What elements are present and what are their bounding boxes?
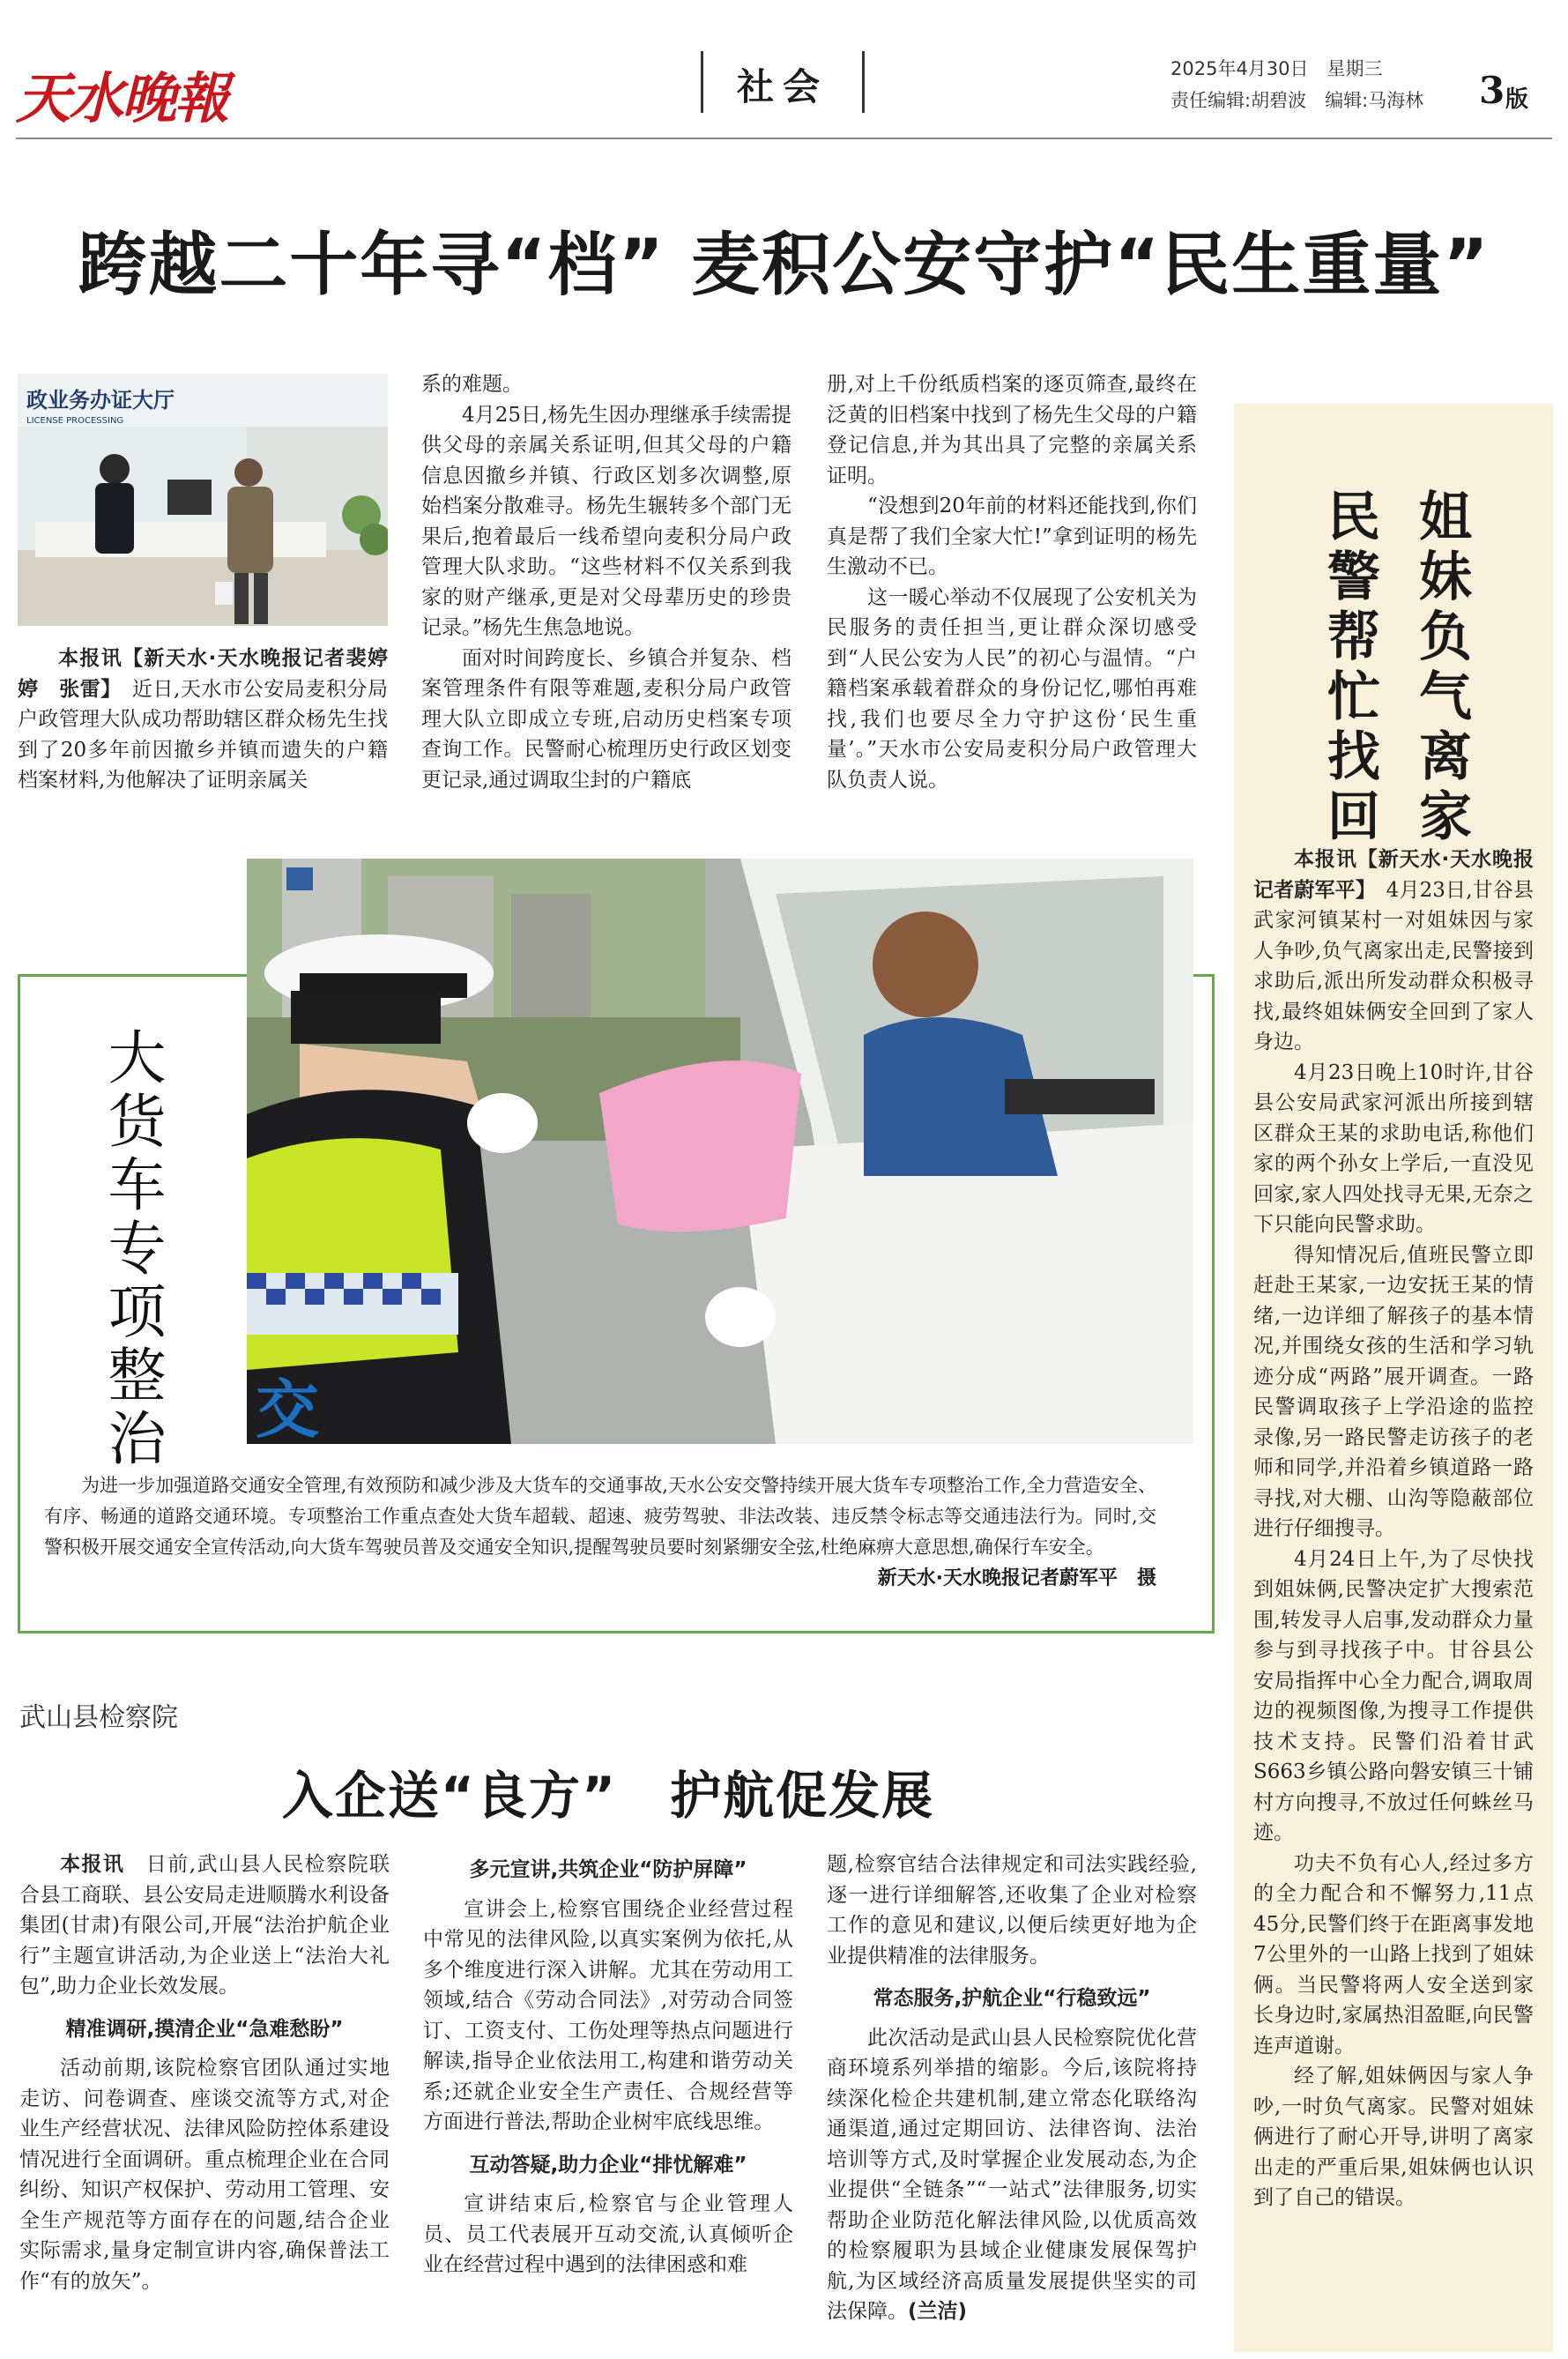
sidebar-p3: 得知情况后,值班民警立即赶赴王某家,一边安抚王某的情绪,一边详细了解孩子的基本情况,并围绕女孩的生活和学习轨迹分成“两路”展开调查。一路民警调取孩子上学沿途的监控录像,另一路民警走访孩子的老师和同学,并沿着乡镇道路一路寻找,对大棚、山沟等隐蔽部位进行仔细搜寻。 <box>1253 1243 1534 1540</box>
story1-col2-p1: 系的难题。 <box>421 373 523 396</box>
story3-col3-body2: 此次活动是武山县人民检察院优化营商环境系列举措的缩影。今后,该院将持续深化检企共建机制,建立常态化联络沟通渠道,通过定期回访、法律咨询、法治培训等方式,及时掌握企业发展动态,为企业提供“全链条”“一站式”法律服务,切实帮助企业防范化解法律风险,以优质高效的检察履职为县域企业健康发展保驾护航,为区域经济高质量发展提供坚实的司法保障。 <box>827 2026 1197 2323</box>
story3-subhead-2: 多元宣讲,共筑企业“防护屏障” <box>469 1858 747 1881</box>
service-hall-photo <box>18 374 388 626</box>
section-separator-left <box>701 51 703 113</box>
sidebar-headline-line2: 民警帮忙找回 <box>1319 488 1380 848</box>
truck-feature-caption: 为进一步加强道路交通安全管理,有效预防和减少涉及大货车的交通事故,天水公安交警持续开展大货车专项整治工作,全力营造安全、有序、畅通的道路交通环境。专项整治工作重点查处大货车超载、超速、疲劳驾驶、非法改装、违反禁令标志等交通违法行为。同时,交警积极开展交通安全宣传活动,向大货车驾驶员普及交通安全知识,提醒驾驶员要时刻紧绷安全弦,杜绝麻痹大意思想,确保行车安全。 <box>44 1475 1156 1558</box>
traffic-police-illustration <box>247 859 1193 1444</box>
story3-subhead-1: 精准调研,摸清企业“急难愁盼” <box>65 2017 344 2041</box>
story3-column-2 <box>423 1849 793 2281</box>
newspaper-logo: 天水晚報 <box>16 66 228 130</box>
page-number: 3 <box>1479 69 1505 112</box>
story3-org-label: 武山县检察院 <box>19 1702 178 1733</box>
story1-col1-body: 近日,天水市公安局麦积分局户政管理大队成功帮助辖区群众杨先生找到了20多年前因撤乡并镇而遗失的户籍档案材料,为他解决了证明亲属关 <box>18 677 389 792</box>
page-number-suffix: 版 <box>1505 86 1529 113</box>
sidebar-p2: 4月23日晚上10时许,甘谷县公安局武家河派出所接到辖区群众王某的求助电话,称他们家的两个孙女上学后,一直没见回家,家人四处找寻无果,无奈之下只能向民警求助。 <box>1253 1060 1534 1236</box>
issue-date: 2025年4月30日 星期三 <box>1170 58 1383 79</box>
sidebar-p4: 4月24日上午,为了尽快找到姐妹俩,民警决定扩大搜索范围,转发寻人启事,发动群众力量参与到寻找孩子中。甘谷县公安局指挥中心全力配合,调取周边的视频图像,为搜寻工作提供技术支持。民警们沿着甘武S663乡镇公路向磐安镇三十铺村方向搜寻,不放过任何蛛丝马迹。 <box>1253 1547 1534 1844</box>
story3-col2-body2: 宣讲结束后,检察官与企业管理人员、员工代表展开互动交流,认真倾听企业在经营过程中遇到的法律困惑和难 <box>423 2192 793 2276</box>
story3-lead-label: 本报讯 <box>60 1853 125 1876</box>
sidebar-p5: 功夫不负有心人,经过多方的全力配合和不懈努力,11点45分,民警们终于在距离事发地7公里外的一山路上找到了姐妹俩。当民警将两人安全送到家长身边时,家属热泪盈眶,向民警连声道谢。 <box>1253 1851 1534 2058</box>
story1-col2-p3: 面对时间跨度长、乡镇合并复杂、档案管理条件有限等难题,麦积分局户政管理大队立即成立专班,启动历史档案专项查询工作。民警耐心梳理历史行政区划变更记录,通过调取尘封的户籍底 <box>421 646 791 792</box>
story1-byline: 本报讯【新天水·天水晚报记者裴婷婷 张雷】 <box>18 647 388 701</box>
service-hall-illustration <box>18 374 388 626</box>
story3-col3-body1: 题,检察官结合法律规定和司法实践经验,逐一进行详细解答,还收集了企业对检察工作的意见和建议,以便后续更好地为企业提供精准的法律服务。 <box>827 1853 1197 1968</box>
sidebar-byline: 本报讯【新天水·天水晚报记者蔚军平】 <box>1253 848 1534 902</box>
story3-lead-body: 日前,武山县人民检察院联合县工商联、县公安局走进顺腾水利设备集团(甘肃)有限公司,开展“法治护航企业行”主题宣讲活动,为企业送上“法治大礼包”,助力企业长效发展。 <box>19 1853 390 1998</box>
truck-photo-credit: 新天水·天水晚报记者蔚军平 摄 <box>877 1567 1156 1589</box>
story1-col3-p3: 这一暖心举动不仅展现了公安机关为民服务的责任担当,更让群众深切感受到“人民公安为人民”的初心与温情。“户籍档案承载着群众的身份记忆,哪怕再难找,我们也要尽全力守护这份‘民生重量’。”天水市公安局麦积分局户政管理大队负责人说。 <box>827 585 1197 792</box>
editor-credits: 责任编辑:胡碧波 编辑:马海林 <box>1170 90 1424 111</box>
story3-subhead-3: 互动答疑,助力企业“排忧解难” <box>469 2153 747 2177</box>
photo-sign-en: LICENSE PROCESSING <box>26 416 124 426</box>
traffic-police-photo <box>247 859 1193 1444</box>
story1-col3-p2: “没想到20年前的材料还能找到,你们真是帮了我们全家大忙!”拿到证明的杨先生激动不已。 <box>827 495 1197 578</box>
header-rule <box>16 138 1552 139</box>
sidebar-p6: 经了解,姐妹俩因与家人争吵,一时负气离家。民警对姐妹俩进行了耐心开导,讲明了离家出走的严重后果,姐妹俩也认识到了自己的错误。 <box>1253 2065 1534 2209</box>
section-name: 社会 <box>736 65 829 108</box>
vest-text: 交 <box>256 1373 320 1444</box>
sidebar-p1: 4月23日,甘谷县武家河镇某村一对姐妹因与家人争吵,负气离家出走,民警接到求助后,派出所发动群众积极寻找,最终姐妹俩安全回到了家人身边。 <box>1253 878 1535 1053</box>
story1-column-2 <box>421 369 791 795</box>
story3-col2-body1: 宣讲会上,检察官围绕企业经营过程中常见的法律风险,以真实案例为依托,从多个维度进行深入讲解。尤其在劳动用工领域,结合《劳动合同法》,对劳动合同签订、工资支付、工伤处理等热点问题进行解读,指导企业依法用工,构建和谐劳动关系;还就企业安全生产责任、合规经营等方面进行普法,帮助企业树牢底线思维。 <box>423 1897 793 2133</box>
section-separator-right <box>862 51 865 113</box>
sidebar-body <box>1253 845 1534 2214</box>
truck-feature-title: 大货车专项整治 <box>98 1027 166 1471</box>
story3-column-3 <box>827 1849 1197 2327</box>
story1-col2-p2: 4月25日,杨先生因办理继承手续需提供父母的亲属关系证明,但其父母的户籍信息因撤乡并镇、行政区划多次调整,原始档案分散难寻。杨先生辗转多个部门无果后,抱着最后一线希望向麦积分局户政管理大队求助。“这些材料不仅关系到我家的财产继承,更是对父母辈历史的珍贵记录。”杨先生焦急地说。 <box>421 403 791 639</box>
story3-column-1 <box>19 1849 390 2296</box>
story3-credit: (兰洁) <box>908 2300 968 2323</box>
story1-column-1 <box>18 644 388 796</box>
story3-headline: 入企送“良方” 护航促发展 <box>281 1766 935 1826</box>
main-headline: 跨越二十年寻“档” 麦积公安守护“民生重量” <box>78 226 1490 305</box>
photo-sign-text: 政业务办证大厅 <box>26 388 175 413</box>
story1-column-3 <box>827 369 1197 795</box>
story3-subhead-4: 常态服务,护航企业“行稳致远” <box>873 1987 1151 2010</box>
sidebar-headline-line1: 姐妹负气离家 <box>1410 488 1472 848</box>
story1-col3-p1: 册,对上千份纸质档案的逐页筛查,最终在泛黄的旧档案中找到了杨先生父母的户籍登记信息,并为其出具了完整的亲属关系证明。 <box>827 373 1197 487</box>
story3-col1-body: 活动前期,该院检察官团队通过实地走访、问卷调查、座谈交流等方式,对企业生产经营状况、法律风险防控体系建设情况进行全面调研。重点梳理企业在合同纠纷、知识产权保护、劳动用工管理、安全生产规范等方面存在的问题,结合企业实际需求,量身定制宣讲内容,确保普法工作“有的放矢”。 <box>19 2057 390 2293</box>
